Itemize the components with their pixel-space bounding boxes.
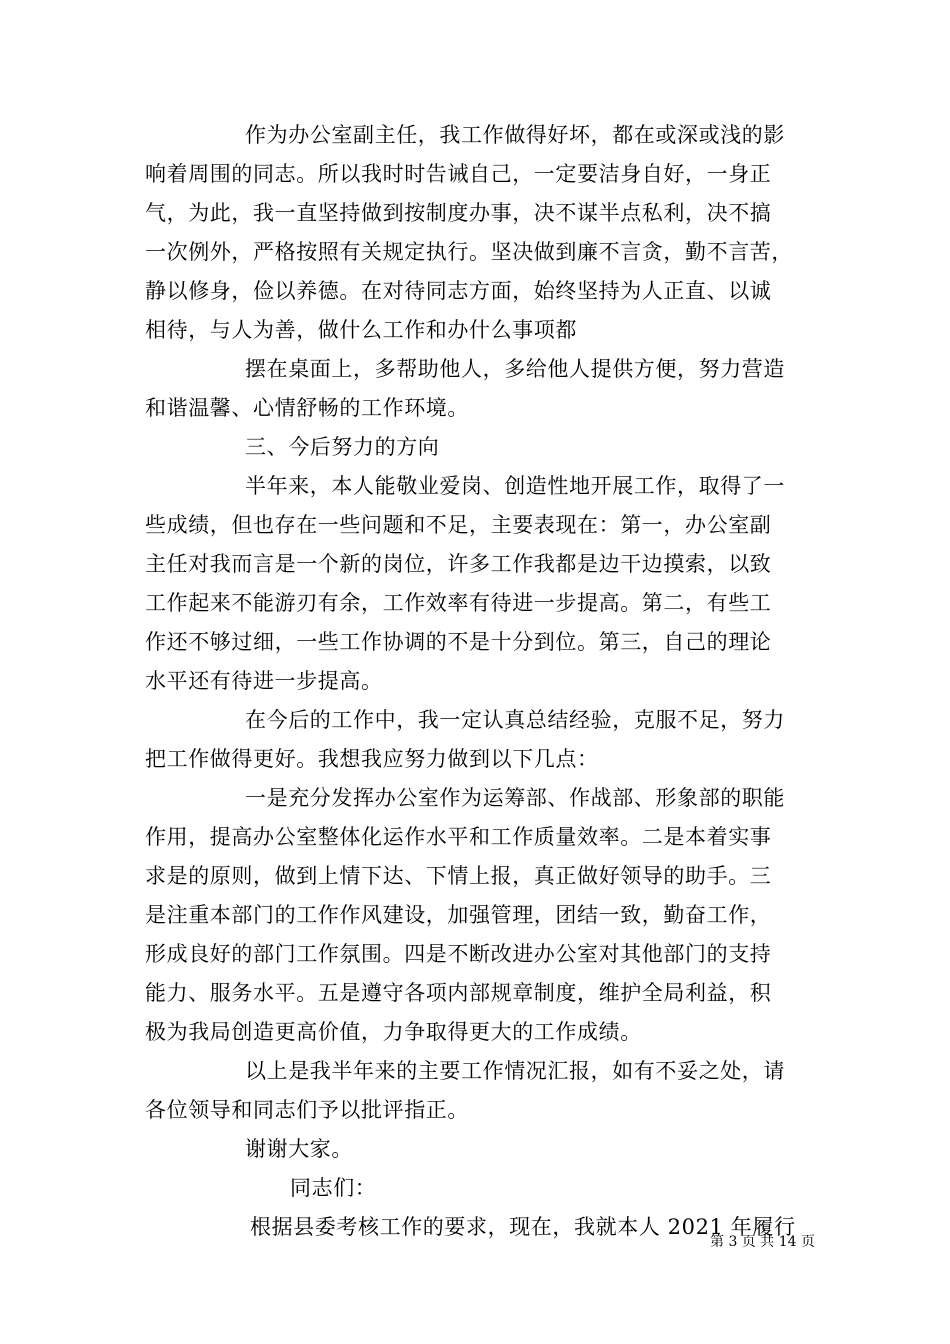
text-line: 摆在桌面上，多帮助他人，多给他人提供方便，努力营造 — [245, 357, 785, 381]
text-line: 极为我局创造更高价值，力争取得更大的工作成绩。 — [145, 1020, 642, 1044]
closing-line: 谢谢大家。 — [245, 1137, 353, 1161]
text-line: 半年来，本人能敬业爱岗、创造性地开展工作，取得了一 — [245, 474, 785, 498]
text-line: 工作起来不能游刃有余，工作效率有待进一步提高。第二，有些工 — [145, 591, 772, 615]
section-heading: 三、今后努力的方向 — [245, 435, 440, 459]
text-line: 一是充分发挥办公室作为运筹部、作战部、形象部的职能 — [245, 786, 785, 810]
text-line: 水平还有待进一步提高。 — [145, 669, 383, 693]
text-line: 作还不够过细，一些工作协调的不是十分到位。第三，自己的理论 — [145, 630, 772, 654]
text-line: 静以修身，俭以养德。在对待同志方面，始终坚持为人正直、以诚 — [145, 279, 772, 303]
text-line: 根据县委考核工作的要求，现在，我就本人 2021 年履行 — [250, 1215, 796, 1239]
salutation-line: 同志们： — [290, 1176, 377, 1200]
text-line: 在今后的工作中，我一定认真总结经验，克服不足，努力 — [245, 708, 785, 732]
text-line: 些成绩，但也存在一些问题和不足，主要表现在：第一，办公室副 — [145, 513, 772, 537]
page-number-footer: 第 3 页 共 14 页 — [710, 1234, 815, 1250]
text-line: 气，为此，我一直坚持做到按制度办事，决不谋半点私利，决不搞 — [145, 201, 772, 225]
text-line: 能力、服务水平。五是遵守各项内部规章制度，维护全局利益，积 — [145, 981, 772, 1005]
text-line: 相待，与人为善，做什么工作和办什么事项都 — [145, 318, 577, 342]
text-line: 响着周围的同志。所以我时时告诫自己，一定要洁身自好，一身正 — [145, 162, 772, 186]
text-line: 形成良好的部门工作氛围。四是不断改进办公室对其他部门的支持 — [145, 942, 772, 966]
text-line: 作用，提高办公室整体化运作水平和工作质量效率。二是本着实事 — [145, 825, 772, 849]
text-line: 主任对我而言是一个新的岗位，许多工作我都是边干边摸索，以致 — [145, 552, 772, 576]
text-line: 是注重本部门的工作作风建设，加强管理，团结一致，勤奋工作， — [145, 903, 772, 927]
text-line: 一次例外，严格按照有关规定执行。坚决做到廉不言贪，勤不言苦， — [145, 240, 793, 264]
text-line: 把工作做得更好。我想我应努力做到以下几点： — [145, 747, 599, 771]
text-line: 以上是我半年来的主要工作情况汇报，如有不妥之处，请 — [245, 1059, 785, 1083]
text-line: 求是的原则，做到上情下达、下情上报，真正做好领导的助手。三 — [145, 864, 772, 888]
text-line: 和谐温馨、心情舒畅的工作环境。 — [145, 396, 469, 420]
text-line: 各位领导和同志们予以批评指正。 — [145, 1098, 469, 1122]
text-line: 作为办公室副主任，我工作做得好坏，都在或深或浅的影 — [245, 123, 785, 147]
